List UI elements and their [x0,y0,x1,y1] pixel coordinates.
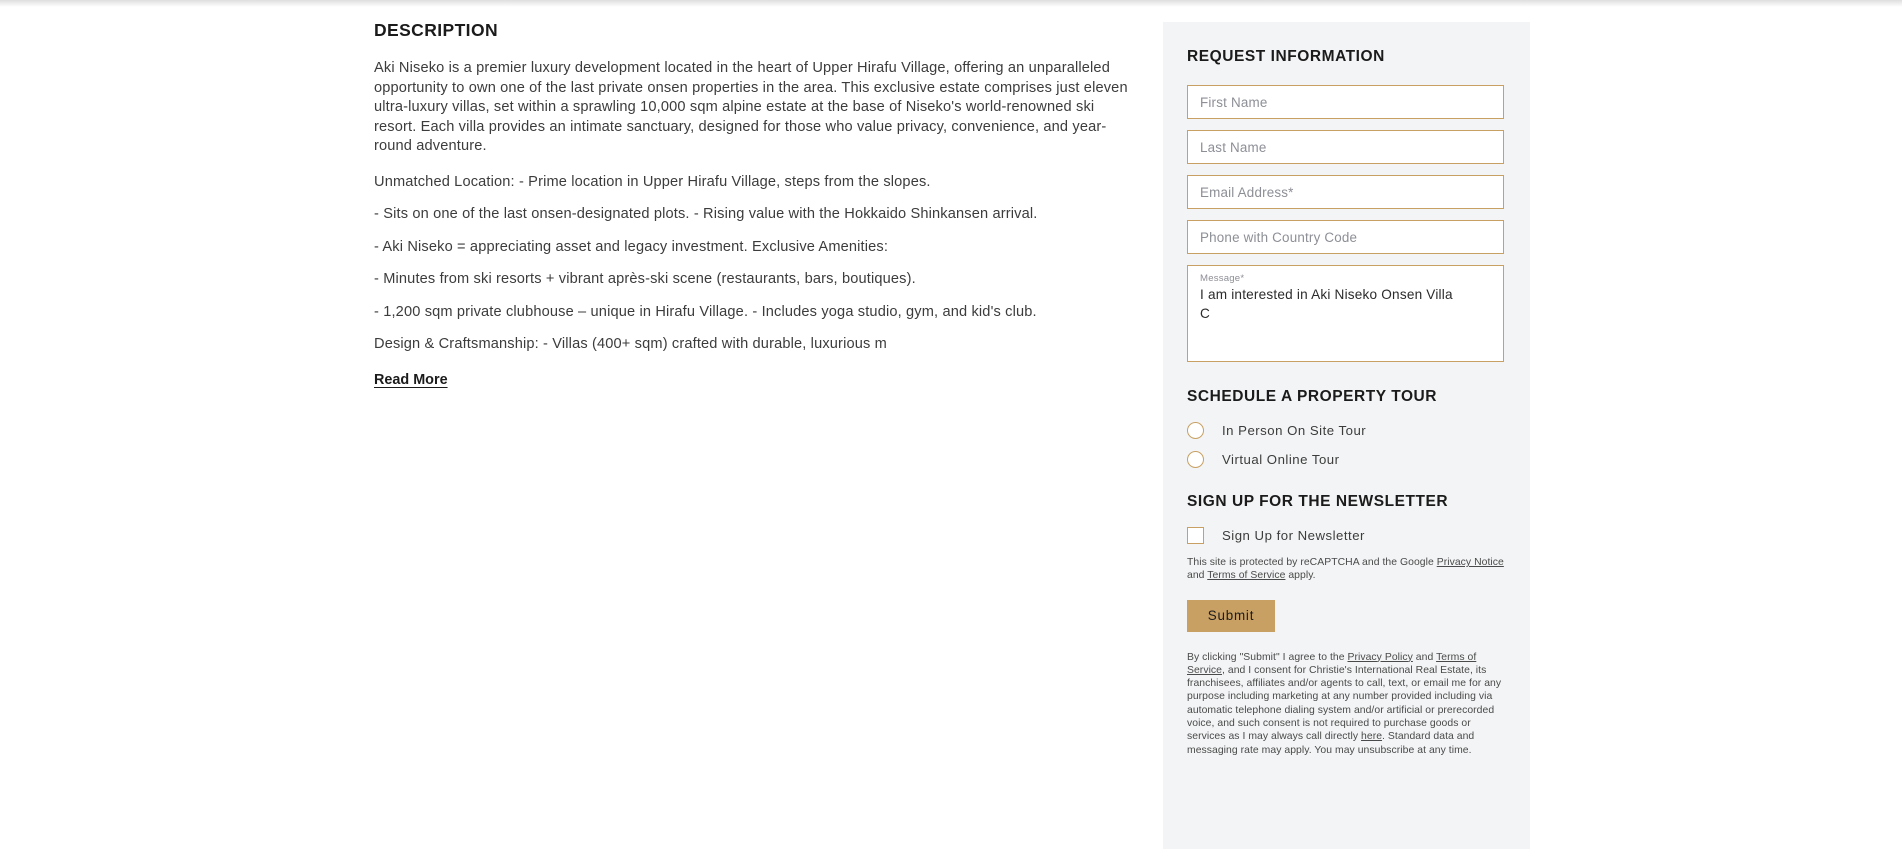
description-paragraph-1: Aki Niseko is a premier luxury development located in the heart of Upper Hirafu Village, offering an unparalleled opportunity to own one of the last private onsen properties in the area. This exclusive estate comprises just eleven ultra-luxury villas, set within a sprawling 10,000 sqm alpine estate at the base of Niseko's world-renowned ski resort. Each villa provides an intimate sanctuary, designed for those who value privacy, convenience, and year-round adventure. [374,60,1128,154]
recaptcha-text-1: This site is protected by reCAPTCHA and the Google [1187,557,1437,568]
consent-text-1: By clicking "Submit" I agree to the [1187,651,1348,663]
message-label: Message* [1200,273,1245,284]
tour-option-virtual[interactable] [1187,451,1506,468]
description-paragraph-7: Design & Craftsmanship: - Villas (400+ sqm) crafted with durable, luxurious m [374,336,887,352]
last-name-field[interactable] [1187,130,1504,164]
call-directly-here-link[interactable]: here [1361,731,1383,743]
read-more-link[interactable]: Read More [374,371,448,388]
newsletter-checkbox-row[interactable] [1187,527,1506,544]
consent-disclaimer [1187,651,1504,757]
description-paragraph-5: - Minutes from ski resorts + vibrant après-ski scene (restaurants, bars, boutiques). [374,271,916,287]
phone-field[interactable] [1187,220,1504,254]
description-paragraph-6: - 1,200 sqm private clubhouse – unique in Hirafu Village. - Includes yoga studio, gym, and kid's club. [374,303,1037,320]
recaptcha-notice [1187,556,1504,583]
recaptcha-text-3: apply. [1285,570,1316,582]
radio-unchecked-icon[interactable] [1187,451,1204,468]
schedule-tour-heading: SCHEDULE A PROPERTY TOUR [1187,388,1438,405]
first-name-placeholder: First Name [1200,94,1268,110]
first-name-field[interactable] [1187,85,1504,119]
privacy-notice-link[interactable]: Privacy Notice [1436,557,1504,568]
tour-option-virtual-label: Virtual Online Tour [1222,452,1340,467]
description-paragraph-3: - Sits on one of the last onsen-designated plots. - Rising value with the Hokkaido Shinkansen arrival. [374,206,1038,222]
terms-of-service-link-2[interactable]: Terms of Service [1187,651,1477,676]
description-paragraph-4: - Aki Niseko = appreciating asset and legacy investment. Exclusive Amenities: [374,238,889,255]
tour-option-in-person[interactable] [1187,422,1506,439]
message-textarea[interactable] [1187,265,1504,362]
request-information-heading: REQUEST INFORMATION [1187,48,1385,65]
consent-text-4: . Standard data and messaging rate may apply. You may unsubscribe at any time. [1187,731,1475,756]
newsletter-heading: SIGN UP FOR THE NEWSLETTER [1187,493,1449,510]
terms-of-service-link[interactable]: Terms of Service [1207,570,1286,582]
message-value: I am interested in Aki Niseko Onsen Villa C [1200,287,1453,321]
submit-button[interactable]: Submit [1187,600,1275,632]
recaptcha-text-2: and [1187,570,1208,582]
checkbox-unchecked-icon[interactable] [1187,527,1204,544]
phone-placeholder: Phone with Country Code [1200,229,1358,245]
email-field[interactable] [1187,175,1504,209]
page-title: DESCRIPTION [374,20,498,40]
request-information-panel [1163,22,1530,849]
header-shadow-divider [0,0,1902,7]
tour-option-in-person-label: In Person On Site Tour [1222,423,1367,438]
privacy-policy-link[interactable]: Privacy Policy [1347,651,1413,663]
email-placeholder: Email Address* [1200,184,1294,200]
consent-text-3: , and I consent for Christie's International Real Estate, its franchisees, affiliates and/or agents to call, text, or email me for any purpose including marketing at any number provided including via automatic telephone dialing system and/or artificial or prerecorded voice, and such consent is not required to purchase goods or services as I may always call directly [1187,664,1502,743]
consent-text-2: and [1412,651,1437,663]
newsletter-checkbox-label: Sign Up for Newsletter [1222,528,1365,543]
radio-unchecked-icon[interactable] [1187,422,1204,439]
last-name-placeholder: Last Name [1200,139,1267,155]
description-section [374,20,1137,389]
description-paragraph-2: Unmatched Location: - Prime location in Upper Hirafu Village, steps from the slopes. [374,173,931,190]
